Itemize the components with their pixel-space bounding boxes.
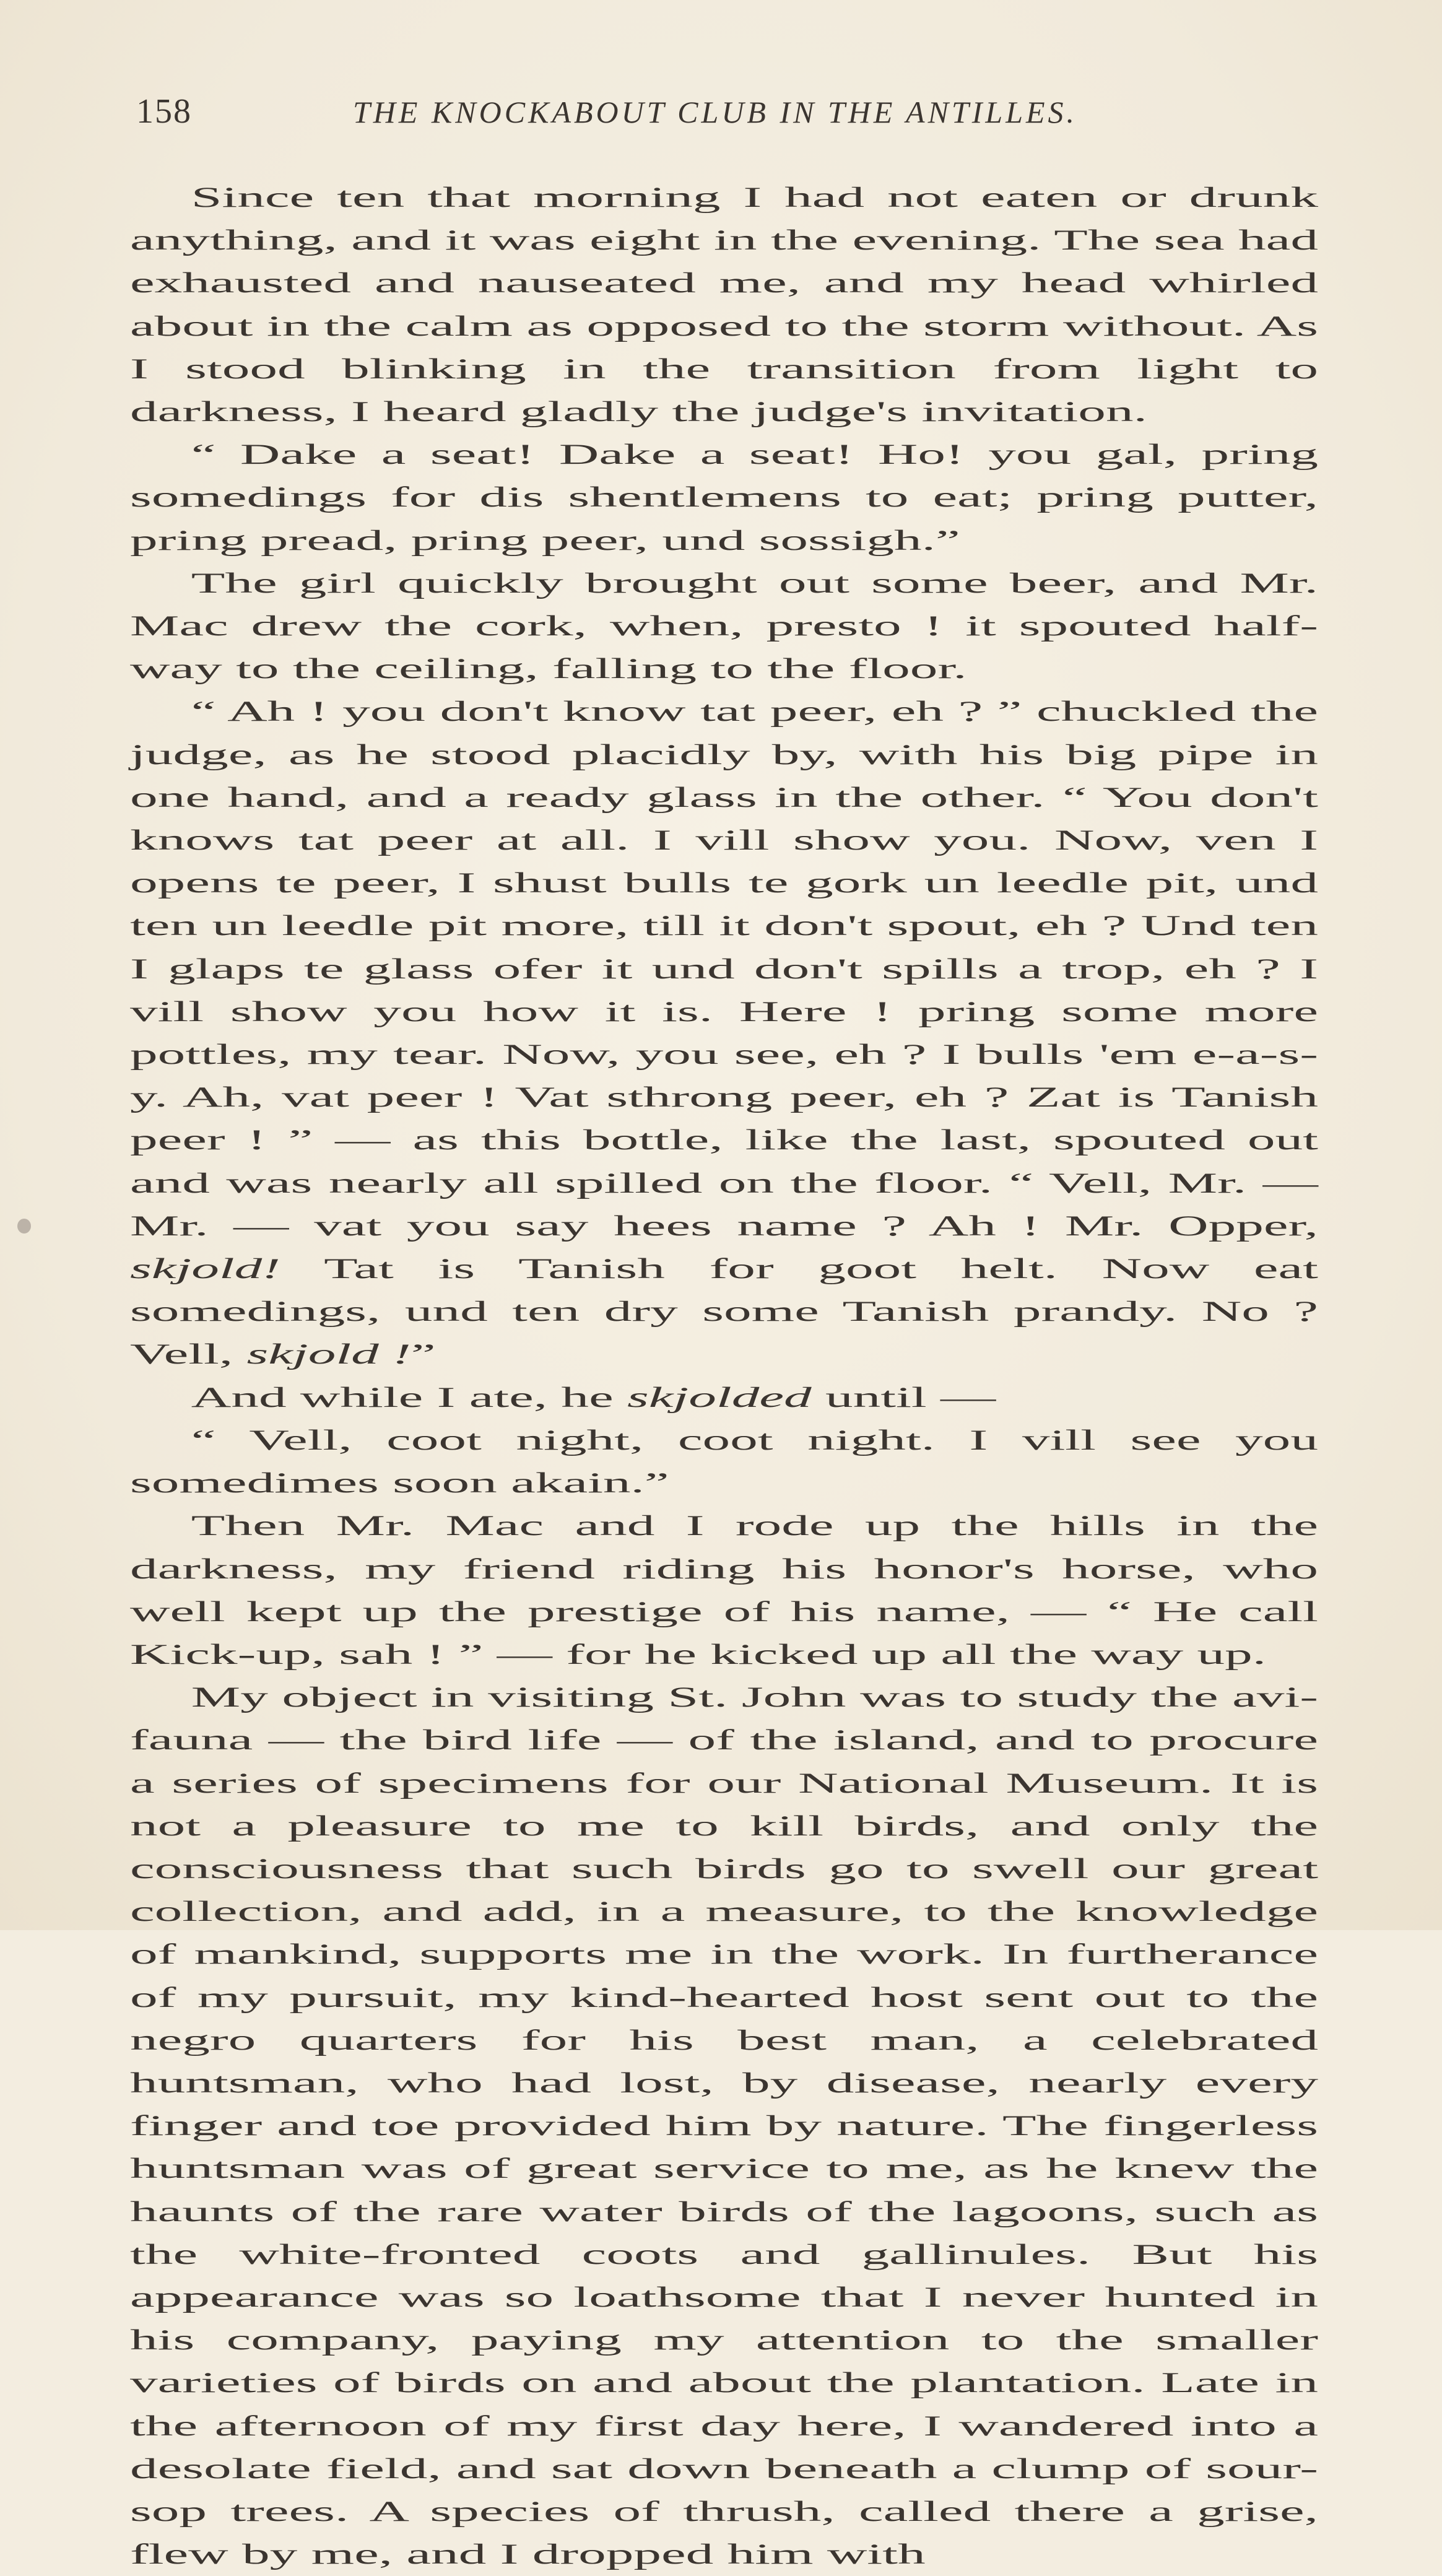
page-number: 158 — [136, 92, 192, 131]
page-body — [130, 176, 1318, 2576]
italic-word: skjolded — [627, 1381, 812, 1414]
text-run: ” — [410, 1338, 436, 1371]
italic-word: skjold ! — [246, 1338, 411, 1371]
paragraph: “ Dake a seat! Dake a seat! Ho! you gal, pring somedings for dis shentlemens to eat; pring putter, pring pread, pring peer, und sossigh.” — [130, 438, 1318, 557]
paragraph: My object in visiting St. John was to study the avi-fauna — the bird life — of the island, and to procure a series of specimens for our National Museum. It is not a pleasure to me to kill birds, and only the consciousness that such birds go to swell our great collection, and add, in a measure, to the knowledge of mankind, supports me in the work. In furtherance of my pursuit, my kind-hearted host sent out to the negro quarters for his best man, a celebrated huntsman, who had lost, by disease, nearly every finger and toe provided him by nature. The fingerless huntsman was of great service to me, as he knew the haunts of the rare water birds of the lagoons, such as the white-fronted coots and gallinules. But his appearance was so loathsome that I never hunted in his company, paying my attention to the smaller varieties of birds on and about the plantation. Late in the afternoon of my first day here, I wandered into a desolate field, and sat down beneath a clump of sour-sop trees. A species of thrush, called there a grise, flew by me, and I dropped him with — [130, 1681, 1318, 2571]
paragraph: Since ten that morning I had not eaten or drunk anything, and it was eight in the evening. The sea had exhausted and nauseated me, and my head whirled about in the calm as opposed to the storm without. As I stood blinking in the transition from light to darkness, I heard gladly the judge's invitation. — [130, 181, 1318, 429]
text-run: And while I ate, he — [191, 1381, 614, 1414]
paragraph: “ Vell, coot night, coot night. I vill see you somedimes soon akain.” — [130, 1424, 1318, 1500]
paragraph — [130, 690, 1318, 1376]
paragraph — [130, 1377, 1318, 1419]
text-run: “ Ah ! you don't know tat peer, eh ? ” chuckled the judge, as he stood placidly by, with his big pipe in one hand, and a ready glass in the other. “ You don't knows tat peer at all. I vill show you. Now, ven I opens te peer, I shust bulls te gork un leedle pit, und ten un leedle pit more, till it don't spout, eh ? Und ten I glaps te glass ofer it und don't spills a trop, eh ? I vill show you how it is. Here ! pring some more pottles, my tear. Now, you see, eh ? I bulls 'em e-a-s-y. Ah, vat peer ! Vat sthrong peer, eh ? Zat is Tanish peer ! ” — as this bottle, like the last, spouted out and was nearly all spilled on the floor. “ Vell, Mr. — Mr. — vat you say hees name ? Ah ! Mr. Opper, — [130, 695, 1318, 1242]
text-run: until — — [825, 1381, 996, 1414]
paragraph: Then Mr. Mac and I rode up the hills in the darkness, my friend riding his honor's horse, who well kept up the prestige of his name, — “ He call Kick-up, sah ! ” — for he kicked up all the way up. — [130, 1510, 1318, 1671]
ink-speck — [17, 1219, 31, 1234]
text-run: Tat is Tanish for goot helt. Now eat somedings, und ten dry some Tanish prandy. No ? Vell, — [130, 1253, 1318, 1371]
italic-word: skjold! — [130, 1253, 281, 1286]
running-title: THE KNOCKABOUT CLUB IN THE ANTILLES. — [353, 95, 1078, 129]
paragraph: The girl quickly brought out some beer, and Mr. Mac drew the cork, when, presto ! it spouted half-way to the ceiling, falling to the floor. — [130, 567, 1318, 685]
page-header — [136, 92, 1312, 135]
